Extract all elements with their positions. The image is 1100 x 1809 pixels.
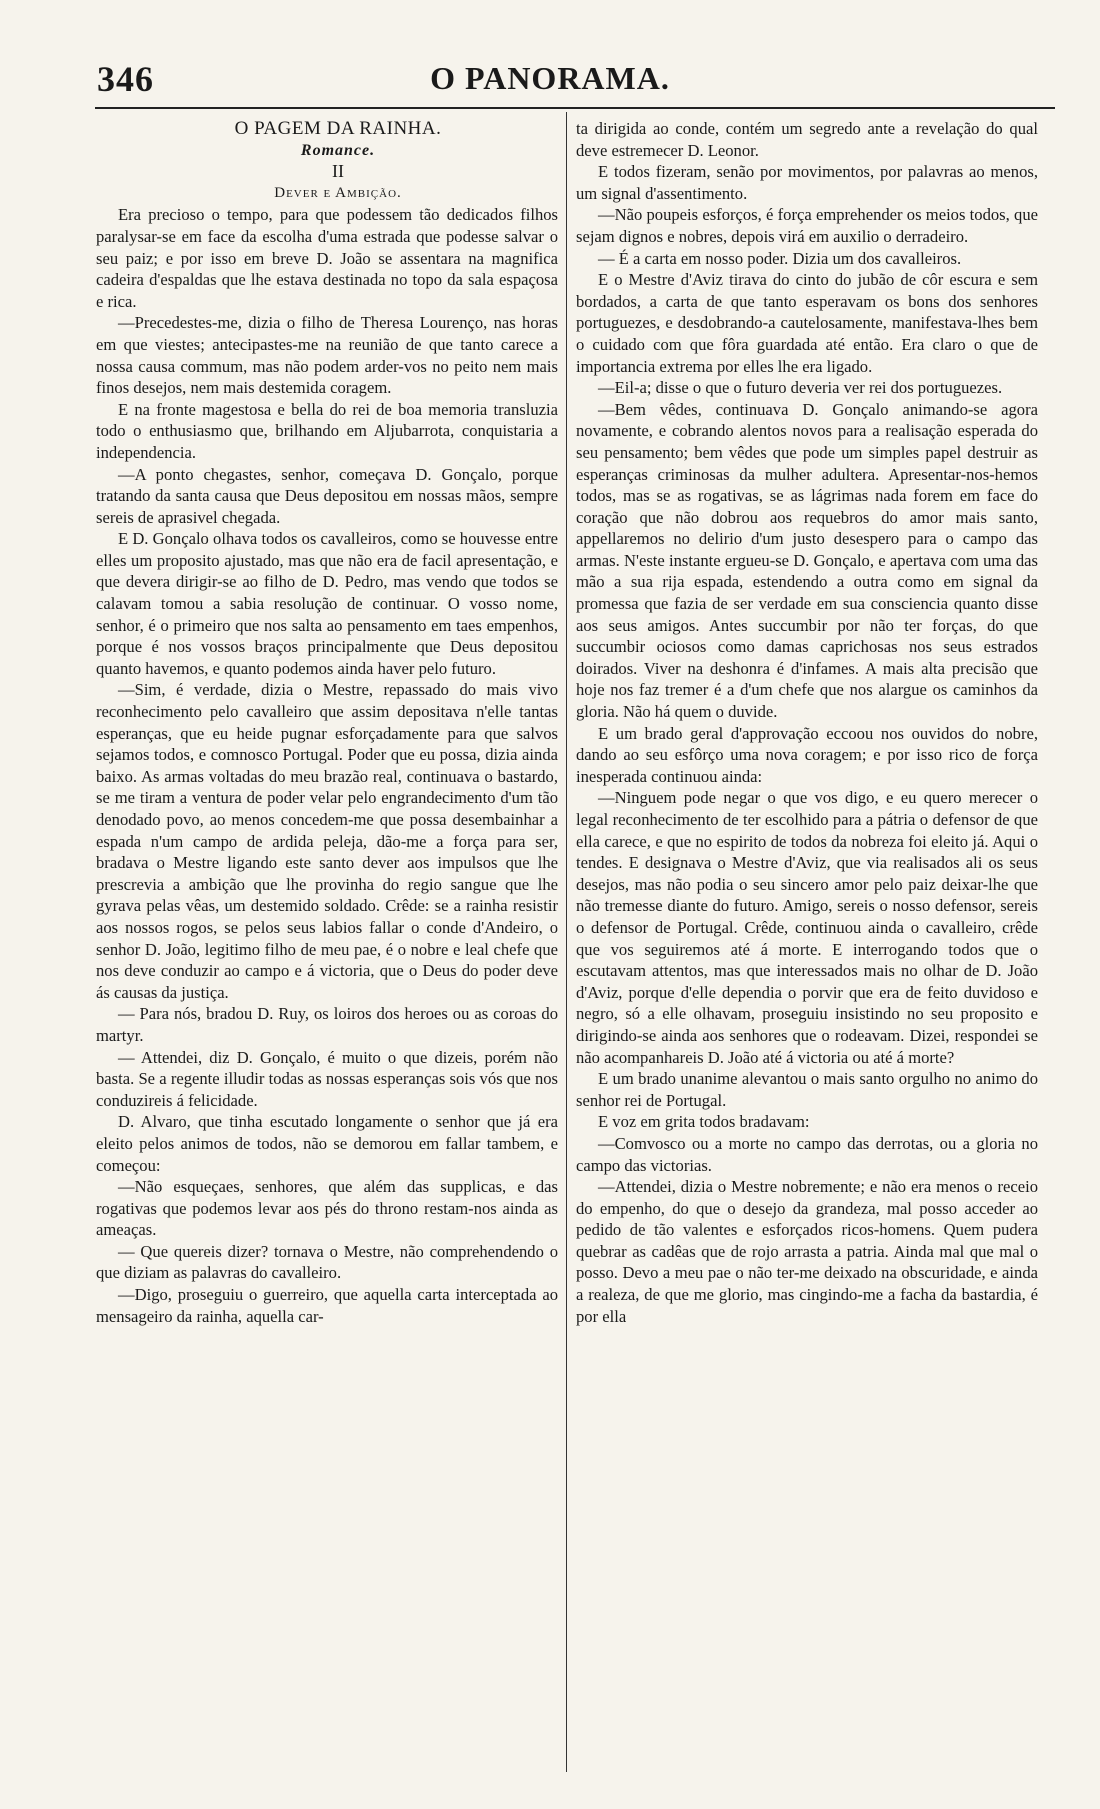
paragraph: ta dirigida ao conde, contém um segredo ante a revelação do qual deve estremecer D. Leonor. xyxy=(576,119,1038,160)
column-divider xyxy=(566,112,567,1772)
publication-title: O PANORAMA. xyxy=(430,60,670,96)
left-column xyxy=(96,118,558,1327)
paragraph: —Precedestes-me, dizia o filho de Theresa Lourenço, nas horas em que viestes; antecipastes-me na reunião de que tanto carece a nossa causa commum, mas não podem arder-vos no peito nem mais finos desejos, nem mais destemida coragem. xyxy=(96,313,558,398)
paragraph: E na fronte magestosa e bella do rei de boa memoria transluzia todo o enthusiasmo que, brilhando em Aljubarrota, conquistaria a independencia. xyxy=(96,399,558,462)
paragraph: E um brado geral d'approvação eccoou nos ouvidos do nobre, dando ao seu esfôrço uma nova coragem; e por isso rico de força inesperada continuou ainda: xyxy=(576,723,1038,786)
chapter-number: II xyxy=(332,161,344,182)
paragraph: — Que quereis dizer? tornava o Mestre, não comprehendendo o que diziam as palavras do cavalleiro. xyxy=(96,1241,558,1283)
paragraph: —Sim, é verdade, dizia o Mestre, repassado do mais vivo reconhecimento pelo cavalleiro que assim depositava n'elle tantas esperanças, que eu heide pugnar esforçadamente para que salvos sejamos todos, e comnosco Portugal. Poder que eu possa, dizia ainda baixo. As armas voltadas do meu brazão real, continuava o bastardo, se me tiram a ventura de poder velar pelo engrandecimento d'um tão denodado povo, ao menos concedem-me que possa desembainhar a espada n'um campo de ardida peleja, dão-me a força para ser, bradava o Mestre ligando este santo dever aos impulsos que lhe prescrevia a ambição que lhe provinha do regio sangue que lhe gyrava pelas vêas, um destemido soldado. Crêde: se a rainha resistir aos nossos rogos, se pelos seus labios fallar o conde d'Andeiro, o senhor D. João, legitimo filho de meu pae, é o nobre e leal chefe que nos deve conduzir ao campo e á victoria, que o Deus do poder deve ás causas da justiça. xyxy=(96,680,558,1002)
paragraph: — É a carta em nosso poder. Dizia um dos cavalleiros. xyxy=(598,248,962,268)
right-column xyxy=(576,118,1038,1327)
paragraph: —Não poupeis esforços, é força emprehender os meios todos, que sejam dignos e nobres, depois virá em auxilio o derradeiro. xyxy=(576,205,1038,246)
header-rule xyxy=(95,107,1055,109)
paragraph: E um brado unanime alevantou o mais santo orgulho no animo do senhor rei de Portugal. xyxy=(576,1069,1038,1110)
paragraph: —Eil-a; disse o que o futuro deveria ver rei dos portuguezes. xyxy=(598,378,1003,398)
paragraph: — Para nós, bradou D. Ruy, os loiros dos heroes ou as coroas do martyr. xyxy=(96,1004,558,1045)
paragraph: E todos fizeram, senão por movimentos, por palavras ao menos, um signal d'assentimento. xyxy=(576,162,1038,203)
paragraph: —Attendei, dizia o Mestre nobremente; e não era menos o receio do empenho, do que o desejo da grandeza, mal posso acceder ao pedido de tão valentes e esforçados ricos-homens. Quem pudera quebrar as cadêas que de rojo arrasta a patria. Ainda mal que mal o posso. Devo a meu pae o não ter-me deixado na obscuridade, e ainda a realeza, de que me glorio, mas cingindo-me a facha da bastardia, é por ella xyxy=(576,1177,1038,1326)
paragraph: —Ninguem pode negar o que vos digo, e eu quero merecer o legal reconhecimento de ter escolhido para a pátria o defensor de que ella carece, e que no espirito de todos da nobreza foi eleito já. Aqui o tendes. E designava o Mestre d'Aviz, que via realisados ali os seus desejos, mas não podia o seu sincero amor pelo paiz deixar-lhe que não tremesse diante do futuro. Amigo, sereis o nosso defensor, sereis o defensor de Portugal. Crêde, continuou ainda o cavalleiro, crêde que vos seguiremos até á morte. E interrogando todos que o escutavam attentos, mas que interessados mais no olhar de D. João d'Aviz, porque d'elle dependia o porvir que era de feito duvidoso e negro, só a elle olhavam, proseguiu insistindo no seu proposito e dirigindo-se ainda aos senhores que o rodeavam. Dizei, respondei se não acompanhareis D. João até á victoria ou até á morte? xyxy=(576,788,1038,1067)
paragraph: — Attendei, diz D. Gonçalo, é muito o que dizeis, porém não basta. Se a regente illudir todas as nossas esperanças sois vós que nos conduzireis á felicidade. xyxy=(96,1047,558,1110)
paragraph: —Não esqueçaes, senhores, que além das supplicas, e das rogativas que podemos levar aos pés do throno restam-nos ainda as ameaças. xyxy=(96,1177,558,1240)
paragraph: Era precioso o tempo, para que podessem tão dedicados filhos paralysar-se em face da escolha d'uma estrada que podesse salvar o seu paiz; e por isso em breve D. João se assentara na magnifica cadeira d'espaldas que lhe estava destinada no topo da sala espaçosa e rica. xyxy=(96,205,558,311)
paragraph: —Digo, proseguiu o guerreiro, que aquella carta interceptada ao mensageiro da rainha, aquella car- xyxy=(96,1285,558,1326)
paragraph: E o Mestre d'Aviz tirava do cinto do jubão de côr escura e sem bordados, a carta de que tanto esperavam os bons dos senhores portuguezes, e desdobrando-a cautelosamente, manifestava-lhes bem o cuidado com que fôra guardada até então. Era claro o que de importancia extrema por elles lhe era ligado. xyxy=(576,270,1038,376)
paragraph: —A ponto chegastes, senhor, começava D. Gonçalo, porque tratando da santa causa que Deus depositou em nossas mãos, sempre sereis de aprasivel chegada. xyxy=(96,464,558,527)
paragraph: —Comvosco ou a morte no campo das derrotas, ou a gloria no campo das victorias. xyxy=(576,1133,1038,1175)
paragraph: D. Alvaro, que tinha escutado longamente o senhor que já era eleito pelos animos de todos, não se demorou em fallar tambem, e começou: xyxy=(96,1112,558,1175)
section-title: Dever e Ambição. xyxy=(274,184,402,201)
article-title: O PAGEM DA RAINHA. xyxy=(234,118,442,139)
page-number: 346 xyxy=(97,59,154,99)
article-genre: Romance. xyxy=(300,141,376,159)
paragraph: E D. Gonçalo olhava todos os cavalleiros, como se houvesse entre elles um proposito ajustado, mas que não era de facil apresentação, e que devera dirigir-se ao filho de D. Pedro, mas vendo que todos se calavam tomou a sabia resolução de continuar. O vosso nome, senhor, é o primeiro que nos salta ao pensamento em taes empenhos, porque é nos vossos braços principalmente que Deus depositou quanto havemos, e quanto podemos ainda haver pelo futuro. xyxy=(96,529,558,678)
paragraph: —Bem vêdes, continuava D. Gonçalo animando-se agora novamente, e cobrando alentos novos para a realisação esperada do seu pensamento; bem vêdes que pode um simples papel destruir as esperanças criminosas da mulher adultera. Apresentar-nos-hemos todos, mas se as rogativas, se as lágrimas nada forem em face do coração que não dobrou aos requebros do amor mais santo, appellaremos no delirio d'um justo desespero para o campo das armas. N'este instante ergueu-se D. Gonçalo, e apertava com uma das mão a sua rija espada, estendendo a outra como em signal da promessa que fazia de ser verdade em sua consciencia quanto disse aos seus amigos. Antes succumbir por não ter forças, do que succumbir ociosos como damas caprichosas nos seus estrados doirados. Viver na deshonra é d'infames. A mais alta precisão que hoje nos faz tremer é a d'um chefe que nos alargue os caminhos da gloria. Não há quem o duvide. xyxy=(576,399,1038,722)
page-header xyxy=(0,58,1100,108)
paragraph: E voz em grita todos bradavam: xyxy=(598,1112,810,1132)
